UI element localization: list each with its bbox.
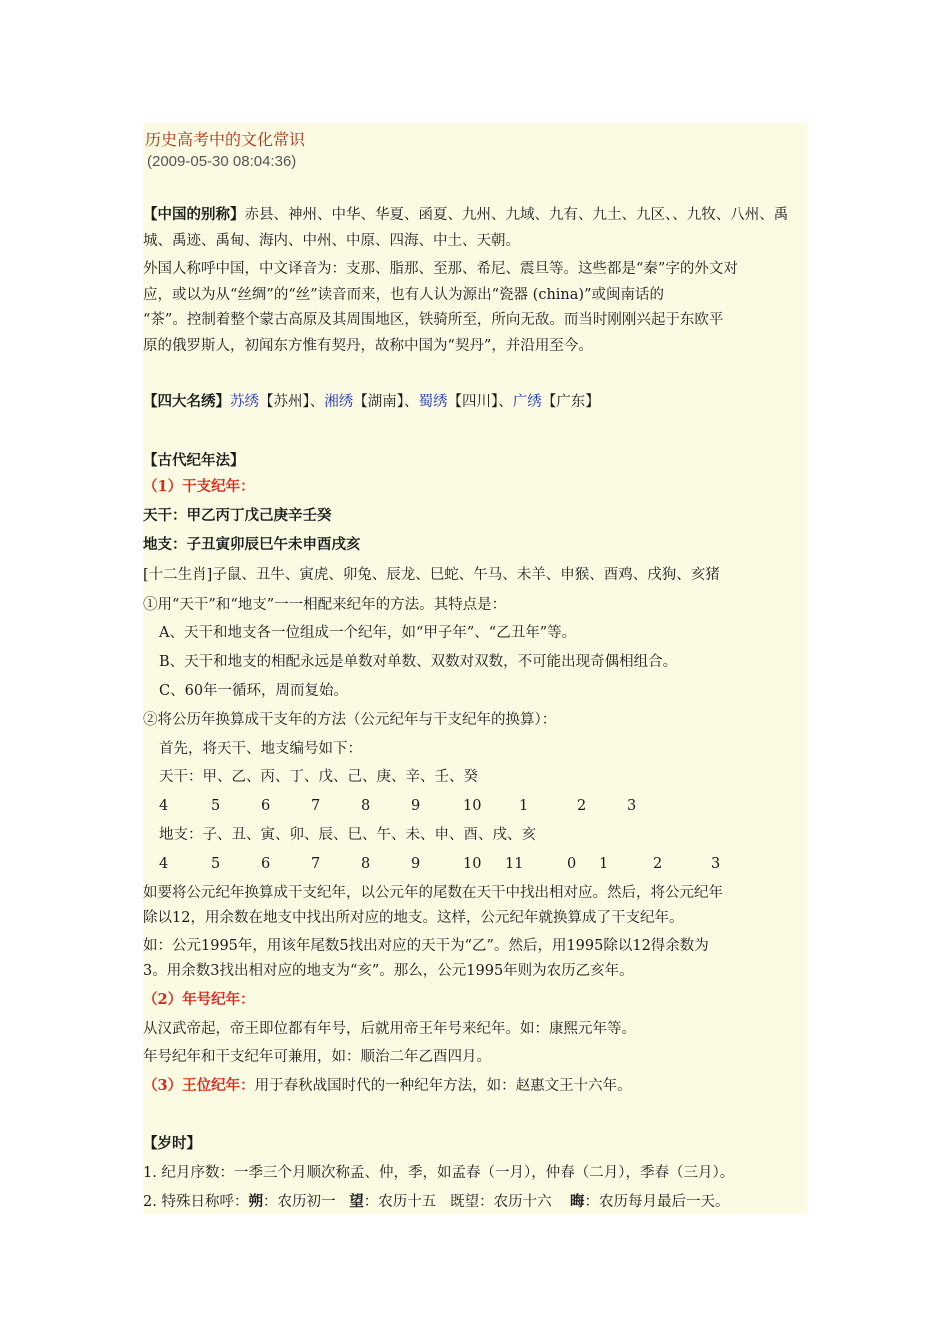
dizhi-numbers bbox=[159, 851, 823, 877]
dizhi-list: 地支：子、丑、寅、卯、辰、巳、午、未、申、酉、戌、亥 bbox=[159, 827, 536, 843]
nianhao-line-1: 从汉武帝起，帝王即位都有年号，后就用帝王年号来纪年。如：康熙元年等。 bbox=[143, 1021, 636, 1037]
calendar-heading: 【古代纪年法】 bbox=[143, 452, 245, 469]
ganzhi-title: （1）干支纪年： bbox=[143, 478, 255, 495]
shuo-def: ：农历初一 bbox=[262, 1194, 350, 1210]
foreign-names-line-1: 外国人称呼中国，中文译音为：支那、脂那、至那、希尼、震旦等。这些都是“秦”字的外文对 bbox=[143, 261, 738, 277]
tiangan-line: 天干：甲乙丙丁戊己庚辛壬癸 bbox=[143, 507, 332, 524]
zodiac-line: [十二生肖]子鼠、丑牛、寅虎、卯兔、辰龙、巳蛇、午马、未羊、申猴、酉鸡、戌狗、亥猪 bbox=[143, 567, 720, 583]
example-line-1: 如：公元1995年，用该年尾数5找出对应的天干为“乙”。然后，用1995除以12得余数为 bbox=[143, 938, 709, 954]
china-names-line-2: 城、禹迹、禹甸、海内、中州、中原、四海、中土、天朝。 bbox=[143, 233, 520, 249]
number-cell: 4 bbox=[159, 798, 169, 814]
embroidery-link-hunan[interactable]: 湘绣 bbox=[324, 394, 354, 410]
number-cell: 6 bbox=[261, 856, 271, 872]
number-cell: 7 bbox=[311, 856, 321, 872]
number-cell: 2 bbox=[577, 798, 587, 814]
hui-def: ：农历每月最后一天。 bbox=[584, 1194, 730, 1210]
embroidery-link-suzhou[interactable]: 苏绣 bbox=[230, 394, 259, 410]
dizhi-line: 地支：子丑寅卯辰巳午未申酉戌亥 bbox=[143, 536, 361, 553]
number-cell: 3 bbox=[627, 798, 637, 814]
number-cell: 11 bbox=[505, 856, 524, 872]
number-cell: 1 bbox=[519, 798, 529, 814]
method-2: ②将公历年换算成干支年的方法（公元纪年与干支纪年的换算）： bbox=[143, 712, 557, 728]
seasons-line-1: 1. 纪月序数：一季三个月顺次称孟、仲，季，如孟春（一月），仲春（二月），季春（三月）。 bbox=[143, 1165, 735, 1181]
china-names-line-1 bbox=[143, 202, 807, 228]
shuo-term: 朔 bbox=[248, 1193, 263, 1210]
number-cell: 6 bbox=[261, 798, 271, 814]
method-1-b: B、天干和地支的相配永远是单数对单数、双数对双数，不可能出现奇偶相组合。 bbox=[159, 654, 678, 670]
seasons-line-2-prefix: 2. 特殊日称呼： bbox=[143, 1194, 249, 1210]
seasons-heading: 【岁时】 bbox=[143, 1135, 201, 1152]
nianhao-title: （2）年号纪年： bbox=[143, 991, 255, 1008]
tiangan-list: 天干：甲、乙、丙、丁、戊、己、庚、辛、壬、癸 bbox=[159, 769, 478, 785]
method-1-c: C、60年一循环，周而复始。 bbox=[159, 683, 349, 699]
separator: 、 bbox=[498, 394, 513, 410]
separator: 、 bbox=[309, 394, 325, 410]
wangwei-line bbox=[143, 1073, 807, 1099]
wangwei-title: （3）王位纪年： bbox=[143, 1077, 255, 1094]
foreign-names-line-4: 原的俄罗斯人，初闻东方惟有契丹，故称中国为“契丹”，并沿用至今。 bbox=[143, 338, 593, 354]
wangwei-text: 用于春秋战国时代的一种纪年方法，如：赵惠文王十六年。 bbox=[254, 1078, 632, 1094]
article-date: (2009-05-30 08:04:36) bbox=[147, 153, 297, 170]
foreign-names-line-3: “茶”。控制着整个蒙古高原及其周围地区，铁骑所至，所向无敌。而当时刚刚兴起于东欧平 bbox=[143, 312, 724, 328]
embroidery-place: 【四川】 bbox=[447, 394, 499, 410]
number-cell: 10 bbox=[463, 798, 482, 814]
hui-term: 晦 bbox=[570, 1193, 585, 1210]
embroidery-place: 【广东】 bbox=[541, 394, 600, 410]
number-cell: 10 bbox=[463, 856, 482, 872]
number-cell: 7 bbox=[311, 798, 321, 814]
separator: 、 bbox=[404, 394, 419, 410]
number-cell: 1 bbox=[599, 856, 609, 872]
foreign-names-line-2: 应，或以为从“丝绸”的“丝”读音而来，也有人认为源出“瓷器 (china)”或闽南话的 bbox=[143, 287, 664, 303]
number-cell: 0 bbox=[567, 856, 577, 872]
article-body bbox=[143, 123, 807, 1213]
embroidery-place: 【苏州】 bbox=[259, 394, 310, 410]
tiangan-numbers bbox=[159, 793, 823, 819]
number-cell: 5 bbox=[211, 798, 221, 814]
method-1-a: A、天干和地支各一位组成一个纪年，如“甲子年”、“乙丑年”等。 bbox=[159, 625, 577, 641]
number-cell: 5 bbox=[211, 856, 221, 872]
number-cell: 8 bbox=[361, 856, 371, 872]
embroidery-link-sichuan[interactable]: 蜀绣 bbox=[418, 394, 448, 410]
number-cell: 9 bbox=[411, 798, 421, 814]
wang-term: 望 bbox=[349, 1193, 364, 1210]
china-names-text-1: 赤县、神州、中华、华夏、函夏、九州、九域、九有、九土、九区、、九牧、八州、禹 bbox=[244, 207, 789, 223]
example-line-2: 3。用余数3找出相对应的地支为“亥”。那么，公元1995年则为农历乙亥年。 bbox=[143, 963, 634, 979]
article-title[interactable]: 历史高考中的文化常识 bbox=[145, 132, 306, 149]
nianhao-line-2: 年号纪年和干支纪年可兼用，如：顺治二年乙酉四月。 bbox=[143, 1049, 491, 1065]
number-cell: 9 bbox=[411, 856, 421, 872]
china-names-heading: 【中国的别称】 bbox=[143, 206, 245, 223]
conversion-line-2: 除以12，用余数在地支中找出所对应的地支。这样，公元纪年就换算成了干支纪年。 bbox=[143, 910, 684, 926]
method-1: ①用“天干”和“地支”一一相配来纪年的方法。其特点是： bbox=[143, 597, 507, 613]
number-cell: 8 bbox=[361, 798, 371, 814]
number-cell: 2 bbox=[653, 856, 663, 872]
embroidery-link-guangdong[interactable]: 广绣 bbox=[512, 394, 542, 410]
conversion-line-1: 如要将公元纪年换算成干支纪年，以公元年的尾数在天干中找出相对应。然后，将公元纪年 bbox=[143, 885, 723, 901]
seasons-line-2 bbox=[143, 1189, 807, 1215]
number-cell: 3 bbox=[711, 856, 721, 872]
number-cell: 4 bbox=[159, 856, 169, 872]
embroidery-place: 【湖南】 bbox=[353, 394, 404, 410]
embroidery-line bbox=[143, 389, 807, 415]
wang-def: ：农历十五 既望：农历十六 bbox=[363, 1194, 571, 1210]
method-2-a: 首先，将天干、地支编号如下： bbox=[159, 741, 362, 757]
embroidery-heading: 【四大名绣】 bbox=[143, 393, 230, 410]
